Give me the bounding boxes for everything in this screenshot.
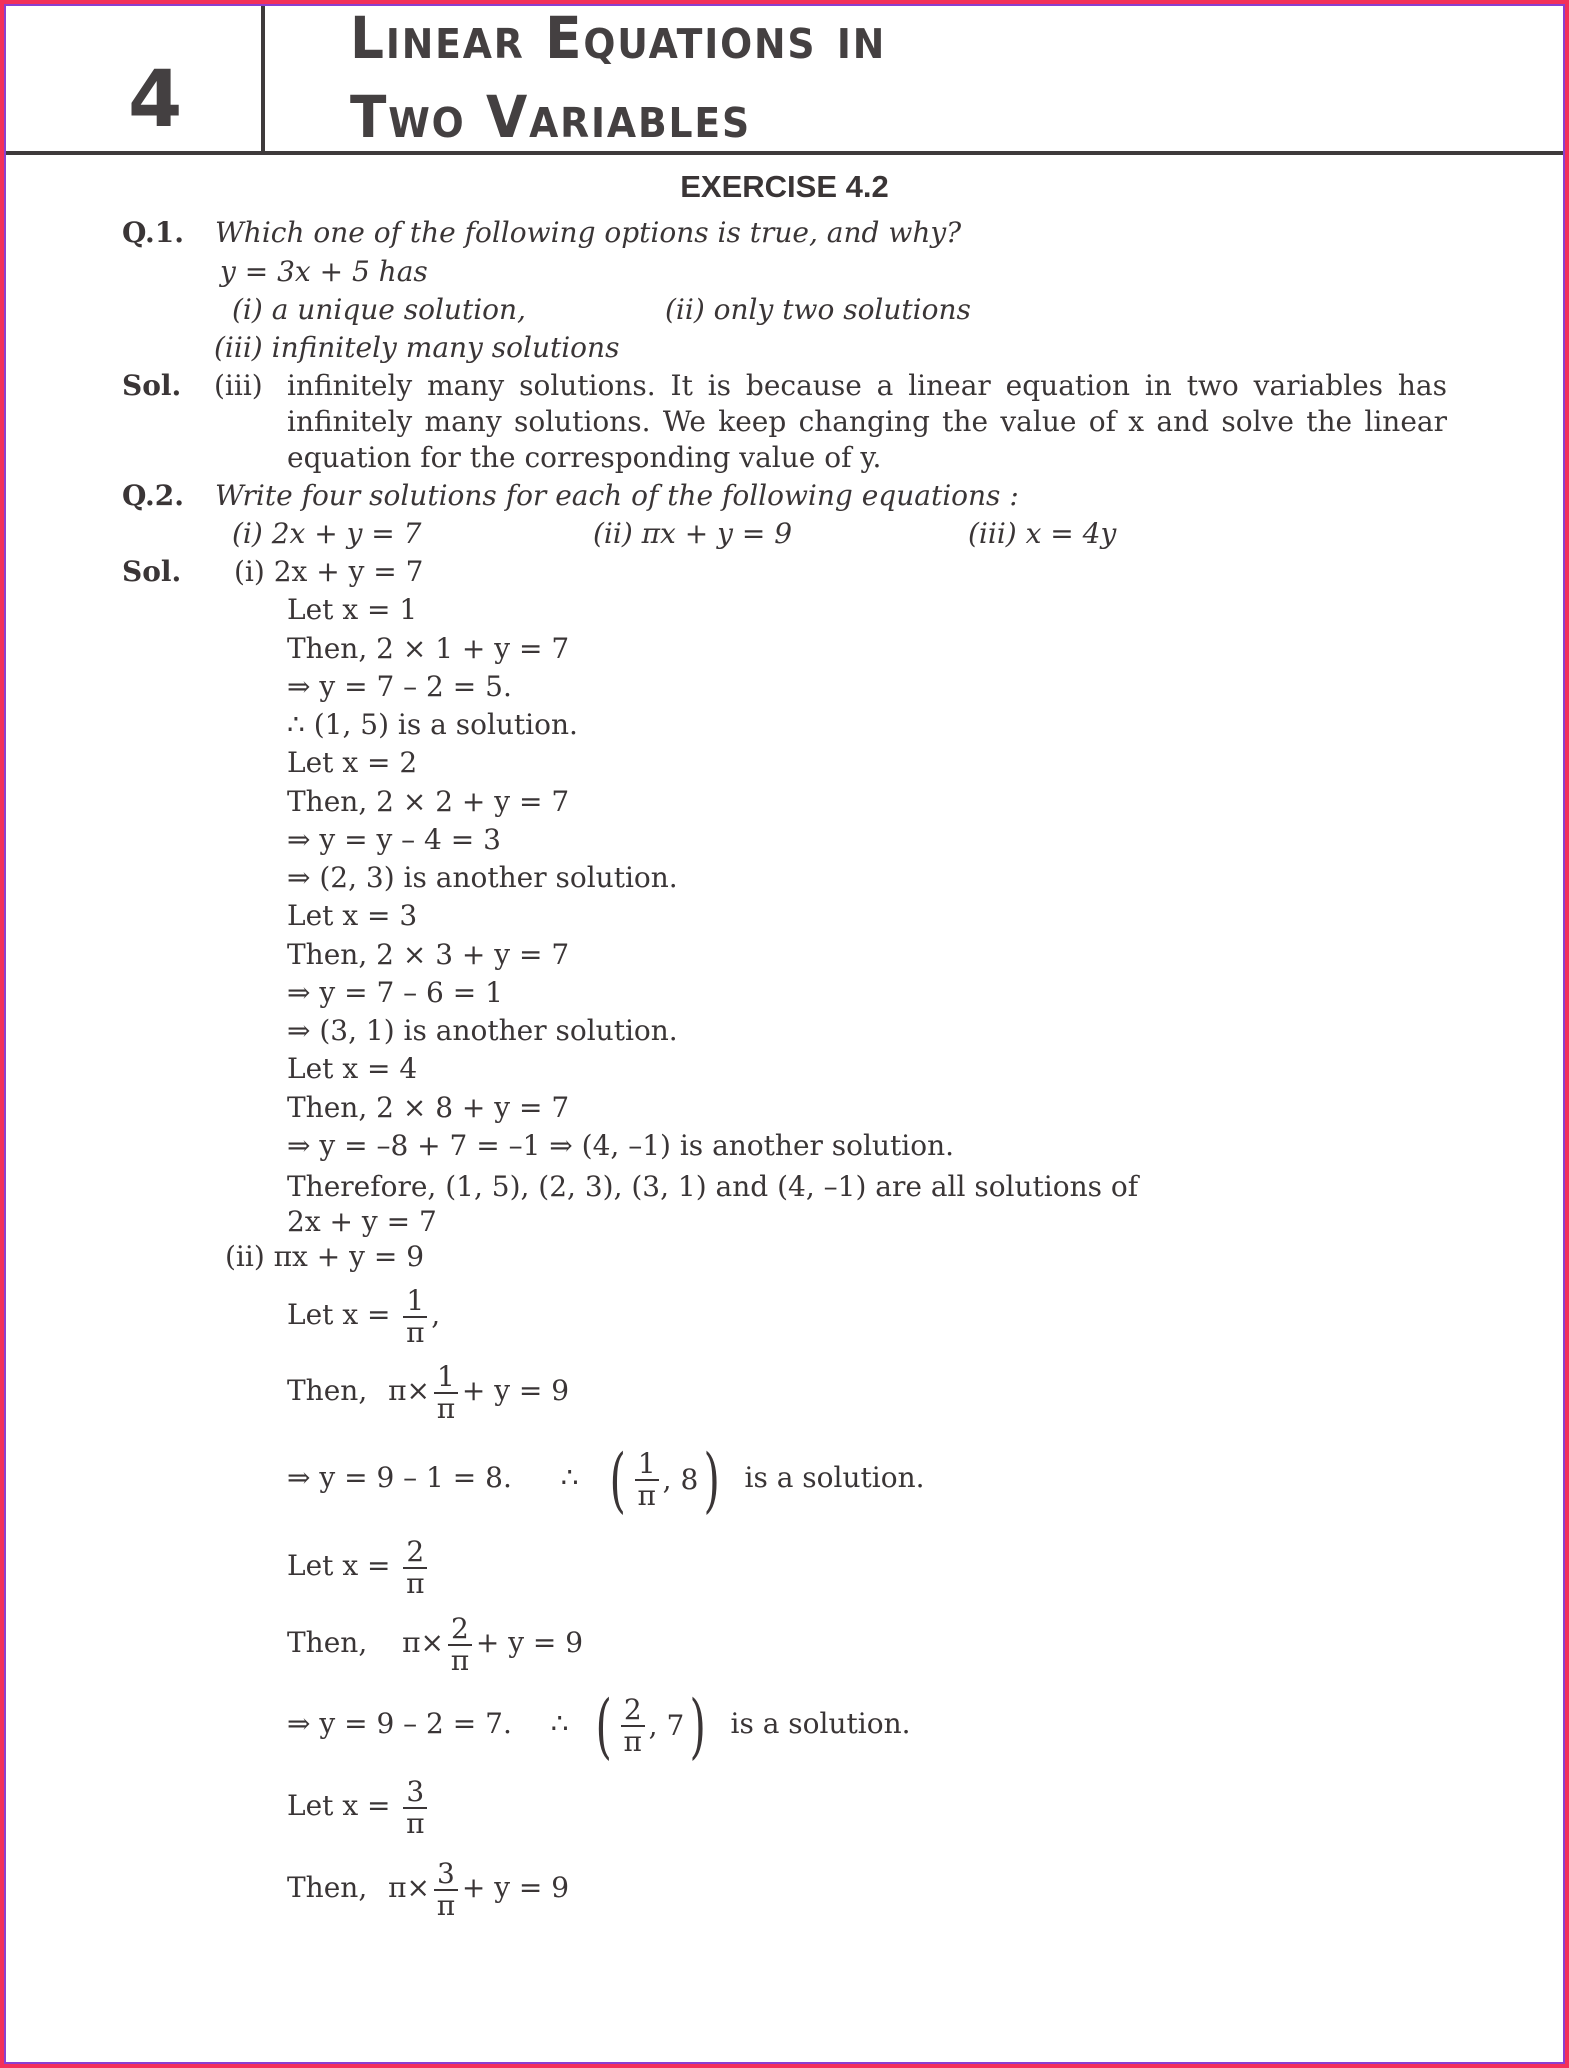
chapter-title-line1: Linear Equations in [350,4,887,72]
fraction: $\frac{3}{\pi}$ [434,1859,458,1921]
q1-solution-text: infinitely many solutions. It is because a linear equation in two variables has infinitely many solutions. We keep changing the value of x and solve the linear equation for the corresponding value of y. [287,369,1447,474]
q2-part-i-header: (i) 2x + y = 7 [234,555,424,588]
q1-solution-marker: (iii) [214,369,263,402]
step-line: ∴ (1, 5) is a solution. [287,708,578,741]
q1-option-i: (i) a unique solution, [232,293,526,326]
chapter-number: 4 [128,55,183,145]
then-pi-times-1-over-pi: Then, π× $\frac{1}{\pi}$ + y = 9 [287,1359,570,1425]
let-x-1-over-pi: Let x = $\frac{1}{\pi}$ , [287,1283,441,1349]
ordered-pair-2-over-pi-7: ( $\frac{2}{\pi}$ , 7 ) [594,1684,707,1767]
q2-equation-i: (i) 2x + y = 7 [232,517,422,550]
step-line: ⇒ y = 7 – 6 = 1 [287,976,503,1009]
step-line: Then, 2 × 3 + y = 7 [287,938,570,971]
q1-option-iii: (iii) infinitely many solutions [214,331,620,364]
fraction: $\frac{2}{\pi}$ [403,1537,427,1599]
result-y-7: ⇒ y = 9 – 2 = 7. ∴ ( $\frac{2}{\pi}$ , 7 ) is a solution. [287,1684,911,1767]
step-line: Then, 2 × 2 + y = 7 [287,785,570,818]
step-line: ⇒ y = 7 – 2 = 5. [287,670,512,703]
q1-question: Which one of the following options is true, and why? [215,216,962,249]
q2-solution-label: Sol. [122,555,182,588]
q2-part-ii-header: (ii) πx + y = 9 [225,1240,425,1273]
step-line: Let x = 2 [287,746,418,779]
step-line: Then, 2 × 8 + y = 7 [287,1091,570,1124]
header-horizontal-divider [6,151,1563,155]
step-line: Then, 2 × 1 + y = 7 [287,632,570,665]
q2-equation-ii: (ii) πx + y = 9 [593,517,793,550]
step-line: ⇒ y = y – 4 = 3 [287,823,501,856]
then-pi-times-3-over-pi: Then, π× $\frac{3}{\pi}$ + y = 9 [287,1856,570,1922]
result-y-8: ⇒ y = 9 – 1 = 8. ∴ ( $\frac{1}{\pi}$ , 8 ) is a solution. [287,1438,925,1521]
then-pi-times-2-over-pi: Then, π× $\frac{2}{\pi}$ + y = 9 [287,1611,584,1677]
step-line: ⇒ y = –8 + 7 = –1 ⇒ (4, –1) is another solution. [287,1129,955,1162]
part-i-conclusion-equation: 2x + y = 7 [287,1205,437,1238]
q1-equation: y = 3x + 5 has [220,255,428,288]
step-line: Let x = 3 [287,899,418,932]
q2-equation-iii: (iii) x = 4y [968,517,1117,550]
part-i-conclusion: Therefore, (1, 5), (2, 3), (3, 1) and (4, –1) are all solutions of [287,1170,1139,1203]
q2-question: Write four solutions for each of the following equations : [215,479,1019,512]
q1-option-ii: (ii) only two solutions [665,293,971,326]
step-line: Let x = 4 [287,1052,418,1085]
step-line: Let x = 1 [287,593,418,626]
fraction: $\frac{1}{\pi}$ [403,1286,427,1348]
header-vertical-divider [261,6,265,153]
let-x-2-over-pi: Let x = $\frac{2}{\pi}$ [287,1536,431,1599]
exercise-title: EXERCISE 4.2 [680,169,889,204]
fraction: $\frac{1}{\pi}$ [434,1362,458,1424]
q1-label: Q.1. [122,216,184,249]
fraction: $\frac{3}{\pi}$ [403,1777,427,1839]
ordered-pair-1-over-pi-8: ( $\frac{1}{\pi}$ , 8 ) [608,1438,721,1521]
step-line: ⇒ (2, 3) is another solution. [287,861,678,894]
step-line: ⇒ (3, 1) is another solution. [287,1014,678,1047]
q2-label: Q.2. [122,479,184,512]
let-x-3-over-pi: Let x = $\frac{3}{\pi}$ [287,1776,431,1839]
q1-solution-label: Sol. [122,369,182,402]
chapter-title-line2: Two Variables [350,83,752,151]
fraction: $\frac{2}{\pi}$ [448,1614,472,1676]
